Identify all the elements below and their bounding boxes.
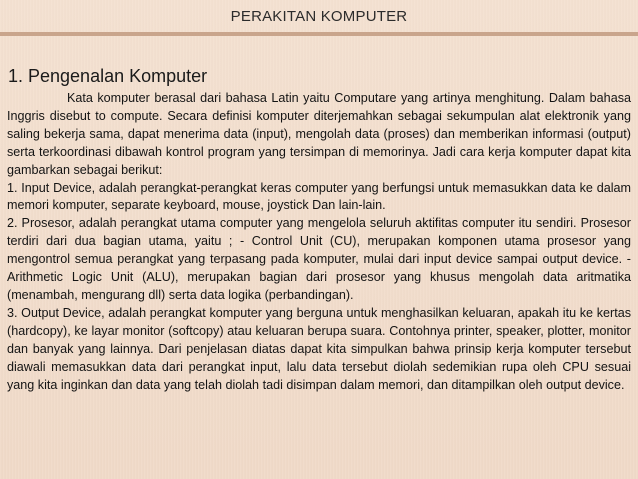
processor-paragraph: 2. Prosesor, adalah perangkat utama computer yang mengelola seluruh aktifitas computer itu sendiri. Prosesor terdiri dari dua bagian utama, yaitu ; - Control Unit (CU), merupakan komponen utama prosesor yang mengontrol semua perangkat yang terpasang pada komputer, mulai dari input device sampai output device. - Arithmetic Logic Unit (ALU), merupakan bagian dari prosesor yang khusus mengolah data aritmatika (menambah, mengurang dll) serta data logika (perbandingan). bbox=[7, 216, 631, 302]
title-underline bbox=[0, 32, 638, 36]
intro-paragraph: Kata komputer berasal dari bahasa Latin yaitu Computare yang artinya menghitung. Dalam bahasa Inggris disebut to compute. Secara definisi komputer diterjemahkan sebagai sekumpulan alat elektronik yang saling bekerja sama, dapat menerima data (input), mengolah data (proses) dan memberikan informasi (output) serta terkoordinasi dibawah kontrol program yang tersimpan di memorinya. Jadi cara kerja komputer dapat kita gambarkan sebagai berikut: bbox=[7, 91, 631, 177]
input-device-paragraph: 1. Input Device, adalah perangkat-perangkat keras computer yang berfungsi untuk memasukkan data ke dalam memori komputer, separate keyboard, mouse, joystick Dan lain-lain. bbox=[7, 180, 631, 213]
body-text bbox=[7, 90, 631, 394]
title-bar bbox=[0, 0, 638, 38]
output-device-paragraph: 3. Output Device, adalah perangkat komputer yang berguna untuk menghasilkan keluaran, apakah itu ke kertas (hardcopy), ke layar monitor (softcopy) atau keluaran berupa suara. Contohnya printer, speaker, plotter, monitor dan banyak yang lainnya. Dari penjelasan diatas dapat kita simpulkan bahwa prinsip kerja komputer tersebut diawali memasukkan data dari perangkat input, lalu data tersebut diolah sedemikian rupa oleh CPU sesuai yang kita inginkan dan data yang telah diolah tadi disimpan dalam memori, dan ditampilkan oleh output device. bbox=[7, 305, 631, 392]
slide-title: PERAKITAN KOMPUTER bbox=[230, 8, 408, 25]
section-heading: 1. Pengenalan Komputer bbox=[8, 66, 208, 86]
